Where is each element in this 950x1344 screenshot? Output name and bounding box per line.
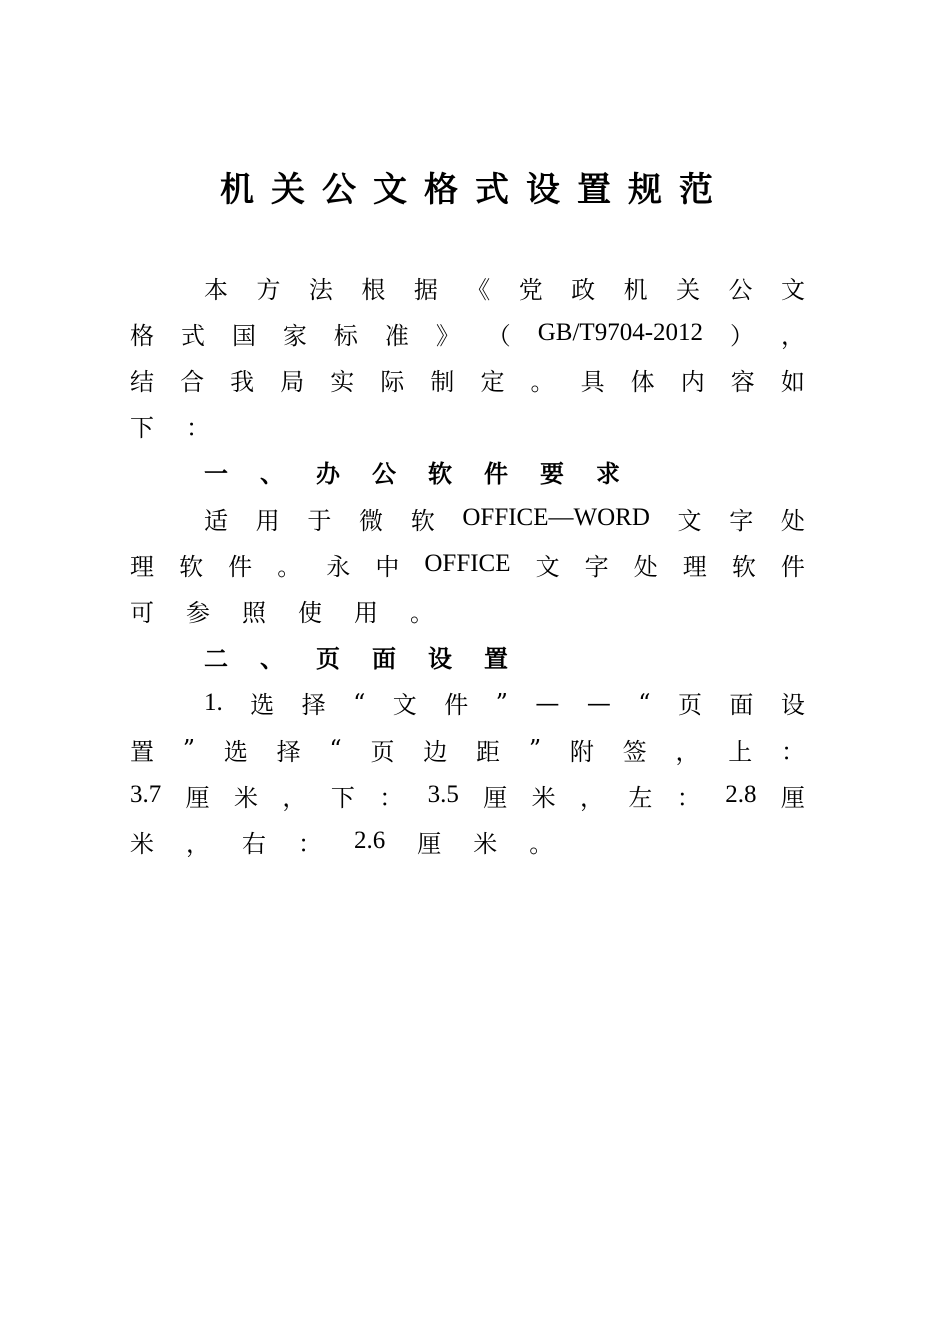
text-token: 容 — [730, 367, 755, 396]
text-token: 《 — [466, 275, 491, 304]
text-token: 公 — [372, 460, 396, 489]
text-token: 式 — [180, 321, 205, 350]
text-token: 置 — [130, 737, 154, 766]
text-token: 米 — [234, 783, 259, 812]
text-token: 距 — [476, 737, 501, 766]
text-token: 方 — [256, 275, 281, 304]
text-token: ， — [580, 783, 605, 812]
text-token: 厘 — [483, 783, 508, 812]
text-token: 、 — [260, 460, 284, 489]
text-token: 件 — [228, 552, 253, 581]
text-token: 法 — [308, 275, 333, 304]
text-token: 使 — [298, 598, 322, 627]
text-token: 件 — [484, 460, 508, 489]
text-token: 微 — [359, 506, 384, 535]
paragraph-line — [130, 587, 805, 633]
text-token: 厘 — [417, 829, 442, 858]
text-token: 2.8 — [725, 781, 757, 809]
text-token: 永 — [326, 552, 351, 581]
text-token: 右 — [242, 829, 266, 858]
text-token: 》 — [435, 321, 460, 350]
text-token: 选 — [223, 737, 248, 766]
paragraph-line — [130, 726, 805, 772]
text-token: 体 — [630, 367, 655, 396]
text-token: 择 — [276, 737, 301, 766]
text-token: 具 — [580, 367, 605, 396]
text-token: ” — [495, 688, 508, 717]
text-token: 米 — [473, 829, 498, 858]
text-token: ” — [528, 735, 542, 763]
text-token: 我 — [230, 367, 255, 396]
text-token: 签 — [622, 737, 647, 766]
text-token: 如 — [780, 367, 805, 396]
text-token: 软 — [179, 552, 204, 581]
text-token: 办 — [316, 460, 340, 489]
text-token: 。 — [530, 367, 555, 396]
text-token: 厘 — [185, 783, 210, 812]
text-token: 公 — [728, 275, 753, 304]
text-token: 可 — [130, 598, 154, 627]
text-token: 政 — [571, 275, 596, 304]
text-token: 下 — [330, 783, 355, 812]
text-token: 合 — [180, 367, 205, 396]
text-token: 页 — [677, 691, 702, 720]
text-token: 文 — [677, 506, 702, 535]
text-token: 用 — [354, 598, 378, 627]
text-token: 3.7 — [130, 781, 162, 809]
text-token: 实 — [330, 367, 355, 396]
text-token: 于 — [307, 506, 332, 535]
text-token: 机 — [623, 275, 648, 304]
text-token: OFFICE — [424, 550, 511, 578]
text-token: 3.5 — [427, 781, 459, 809]
text-token: 要 — [540, 460, 564, 489]
paragraph-line — [204, 264, 805, 310]
text-token: 适 — [204, 506, 228, 535]
text-token: 结 — [130, 367, 154, 396]
text-token: ： — [379, 783, 404, 812]
text-token: 二 — [204, 645, 228, 674]
text-token: 字 — [584, 552, 609, 581]
text-token: 件 — [780, 552, 805, 581]
text-token: 米 — [531, 783, 556, 812]
text-token: 据 — [413, 275, 438, 304]
paragraph-line — [130, 541, 805, 587]
text-token: 参 — [186, 598, 210, 627]
text-token: 用 — [255, 506, 280, 535]
text-token: 标 — [333, 321, 358, 350]
text-token: 党 — [518, 275, 543, 304]
text-token: （ — [486, 321, 511, 350]
text-token: 文 — [780, 275, 805, 304]
text-token: 照 — [242, 598, 266, 627]
paragraph-line — [130, 310, 805, 356]
text-token: 软 — [731, 552, 756, 581]
text-token: “ — [638, 688, 651, 717]
text-token: 。 — [410, 598, 434, 627]
paragraph-line — [130, 772, 805, 818]
text-token: 关 — [676, 275, 701, 304]
text-token: “ — [353, 688, 366, 717]
text-token: 家 — [282, 321, 307, 350]
text-token: ， — [186, 829, 210, 858]
text-token: 面 — [372, 645, 396, 674]
text-token: 。 — [529, 829, 554, 858]
text-token: ： — [676, 783, 701, 812]
text-token: 件 — [444, 691, 469, 720]
text-token: 设 — [428, 645, 452, 674]
text-token: 边 — [423, 737, 448, 766]
paragraph-line — [130, 356, 805, 402]
text-token: 定 — [480, 367, 505, 396]
text-token: 择 — [301, 691, 326, 720]
text-token: 软 — [428, 460, 452, 489]
text-token: 理 — [130, 552, 154, 581]
text-token: 内 — [680, 367, 705, 396]
text-token: 下 — [130, 414, 154, 443]
text-token: ： — [298, 829, 322, 858]
text-token: ： — [186, 414, 210, 443]
text-token: ， — [780, 321, 805, 350]
text-token: 选 — [250, 691, 275, 720]
section-heading — [204, 634, 508, 680]
text-token: 面 — [729, 691, 754, 720]
text-token: 文 — [535, 552, 560, 581]
text-token: 根 — [361, 275, 386, 304]
text-token: 左 — [628, 783, 653, 812]
text-token: 设 — [780, 691, 805, 720]
text-token: 。 — [277, 552, 302, 581]
text-token: 理 — [682, 552, 707, 581]
paragraph-line — [130, 818, 805, 864]
text-token: OFFICE—WORD — [462, 504, 650, 531]
paragraph-line — [204, 495, 805, 541]
text-token: ） — [730, 321, 754, 350]
section-heading — [204, 449, 620, 495]
text-token: 处 — [780, 506, 805, 535]
text-token: 准 — [384, 321, 409, 350]
text-token: 上 — [728, 737, 753, 766]
text-token: 处 — [633, 552, 658, 581]
text-token: 附 — [569, 737, 594, 766]
text-token: ： — [781, 737, 805, 766]
paragraph-line — [130, 403, 805, 449]
text-token: 2.6 — [354, 827, 386, 855]
text-token: 本 — [204, 275, 228, 304]
text-token: 求 — [596, 460, 620, 489]
text-token: — — [586, 688, 611, 717]
text-token: 制 — [430, 367, 455, 396]
text-token: 际 — [380, 367, 405, 396]
text-token: GB/T9704-2012 — [537, 319, 704, 347]
text-token: 米 — [130, 829, 154, 858]
text-token: ， — [675, 737, 700, 766]
text-token: 软 — [410, 506, 435, 535]
text-token: 字 — [729, 506, 754, 535]
text-token: 中 — [375, 552, 400, 581]
text-token: 格 — [130, 321, 154, 350]
text-token: ， — [282, 783, 307, 812]
text-token: 置 — [484, 645, 508, 674]
text-token: 页 — [370, 737, 395, 766]
text-token: 局 — [280, 367, 305, 396]
text-token: — — [535, 688, 560, 717]
text-token: 厘 — [780, 783, 805, 812]
text-token: 页 — [316, 645, 340, 674]
text-token: 一 — [204, 460, 228, 489]
text-token: 1. — [204, 688, 223, 716]
text-token: 国 — [231, 321, 256, 350]
text-token: 、 — [260, 645, 284, 674]
document-title: 机关公文格式设置规范 — [220, 170, 730, 210]
text-token: 文 — [392, 691, 417, 720]
text-token: “ — [329, 735, 342, 763]
text-token: ” — [182, 735, 196, 763]
paragraph-line — [204, 680, 805, 726]
